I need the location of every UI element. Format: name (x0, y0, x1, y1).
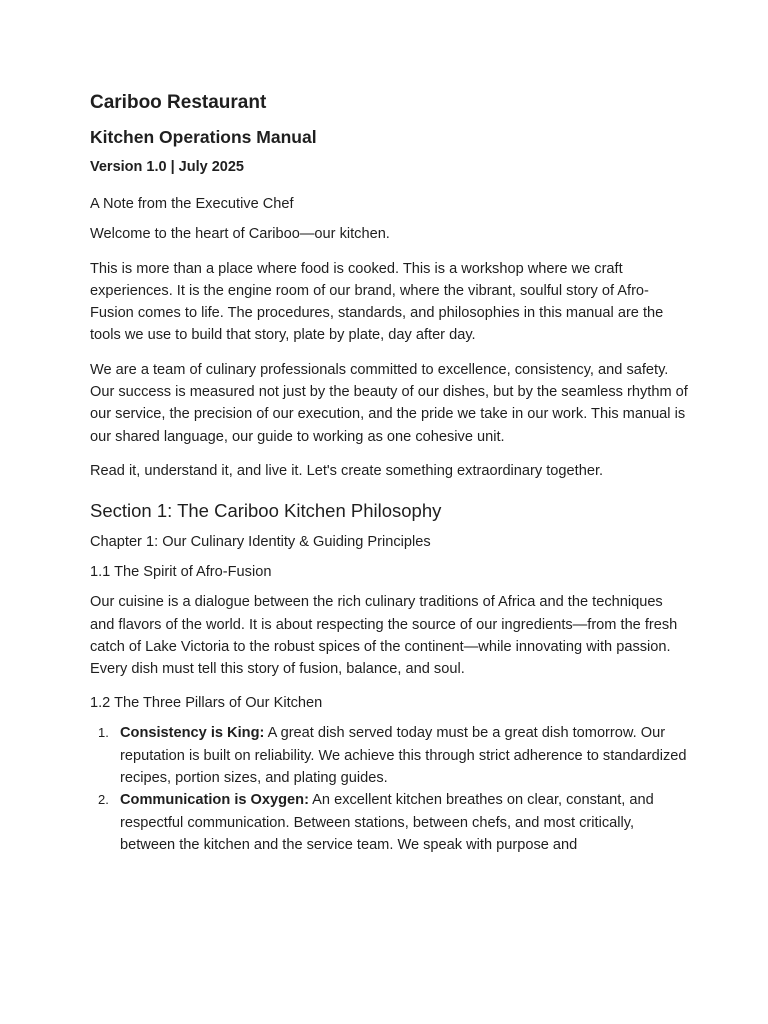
note-paragraph: We are a team of culinary professionals committed to excellence, consistency, and safety. Our success is measured not just by the beauty of our dishes, but by the seamless rhythm of our service, the precision of our execution, and the pride we take in our work. This manual is our shared language, our guide to working as one cohesive unit. (90, 361, 688, 445)
chapter-heading: Chapter 1: Our Culinary Identity & Guiding Principles (90, 534, 431, 551)
document-version: Version 1.0 | July 2025 (90, 159, 244, 175)
subsection-body: Our cuisine is a dialogue between the rich culinary traditions of Africa and the techniques and flavors of the world. It is about respecting the source of our ingredients—from the fresh catch of Lake Victoria to the robust spices of the continent—while innovating with passion. Every dish must tell this story of fusion, balance, and soul. (90, 594, 678, 678)
note-paragraph: This is more than a place where food is cooked. This is a workshop where we craft experiences. It is the engine room of our brand, where the vibrant, soulful story of Afro-Fusion comes to life. The procedures, standards, and philosophies in this manual are the tools we use to build that story, plate by plate, day after day. (90, 260, 664, 344)
list-item-lead: Consistency is King: (120, 725, 265, 742)
note-paragraph: Read it, understand it, and live it. Let's create something extraordinary together. (90, 462, 604, 479)
document-page (90, 90, 690, 856)
section-heading: Section 1: The Cariboo Kitchen Philosophy (90, 500, 442, 522)
list-item-lead: Communication is Oxygen: (120, 792, 309, 809)
list-item (90, 722, 690, 789)
note-heading: A Note from the Executive Chef (90, 196, 294, 212)
list-item-number: 2. (98, 792, 109, 808)
pillars-list (90, 722, 690, 856)
subsection-heading: 1.2 The Three Pillars of Our Kitchen (90, 695, 323, 712)
list-item-text: An excellent kitchen breathes on clear, constant, and respectful communication. Between stations, between chefs, and most critically, between the kitchen and the service team. We speak with purpose and (120, 792, 654, 853)
document-subtitle: Kitchen Operations Manual (90, 127, 317, 147)
document-title: Cariboo Restaurant (90, 92, 267, 113)
list-item-number: 1. (98, 725, 109, 741)
subsection-heading: 1.1 The Spirit of Afro-Fusion (90, 564, 272, 581)
list-item (90, 789, 690, 856)
note-paragraph: Welcome to the heart of Cariboo—our kitchen. (90, 226, 390, 243)
list-item-text: A great dish served today must be a great dish tomorrow. Our reputation is built on reliability. We achieve this through strict adherence to standardized recipes, portion sizes, and plating guides. (120, 725, 687, 787)
